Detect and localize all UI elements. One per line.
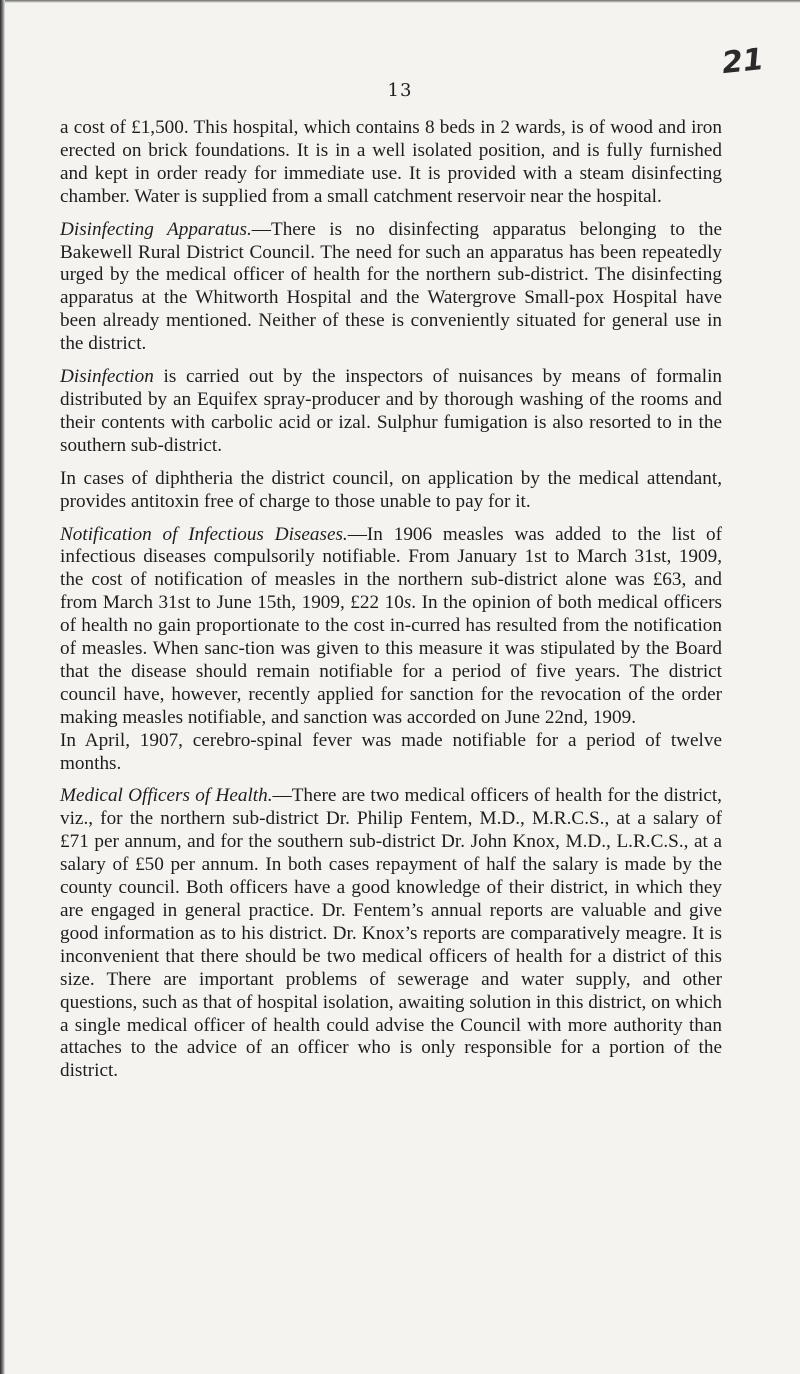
handwritten-page-annotation: 21 <box>720 41 766 82</box>
paragraph-text: —There are two medical officers of health for the district, viz., for the northern sub-district Dr. Philip Fentem, M.D., M.R.C.S., at a salary of £71 per annum, and for the southern sub-district Dr. John Knox, M.D., L.R.C.S., at a salary of £50 per annum. In both cases repayment of half the salary is made by the county council. Both officers have a good knowledge of their district, in which they are engaged in general practice. Dr. Fentem’s annual reports are valuable and give good information as to his district. Dr. Knox’s reports are comparatively meagre. It is inconvenient that there should be two medical officers of health for a district of this size. There are important problems of sewerage and water supply, and other questions, such as that of hospital isolation, awaiting solution in this district, on which a single medical officer of health could advise the Council with more authority than attaches to the advice of an officer who is only responsible for a portion of the district. <box>60 785 722 1082</box>
section-heading-disinfection: Disinfection <box>60 366 154 388</box>
page-top-edge <box>0 0 800 3</box>
page-binding-edge <box>0 0 5 1374</box>
paragraph-text: —There is no disinfecting apparatus belonging to the Bakewell Rural District Council. The need for such an apparatus has been repeatedly urged by the medical officer of health for the northern sub-district. The disinfecting apparatus at the Whitworth Hospital and the Watergrove Small-pox Hospital have been already mentioned. Neither of these is conveniently situated for general use in the district. <box>60 218 722 355</box>
section-heading-notification: Notification of Infectious Diseases. <box>60 523 348 545</box>
section-heading-medical-officers: Medical Officers of Health. <box>60 785 273 807</box>
page-number: 13 <box>387 80 413 101</box>
shilling-unit: s <box>403 592 412 614</box>
paragraph-text: is carried out by the inspectors of nuisances by means of formalin distributed by an Equifex spray-producer and by thorough washing of the rooms and their contents with carbolic acid or izal. Sulphur fumigation is also resorted to in the southern sub-district. <box>60 366 722 456</box>
paragraph-disinfection <box>60 366 722 458</box>
paragraph-diphtheria <box>60 468 722 514</box>
section-heading-disinfecting-apparatus: Disinfecting Apparatus. <box>60 218 252 240</box>
paragraph-text: In April, 1907, cerebro-spinal fever was made notifiable for a period of twelve months. <box>60 729 722 774</box>
paragraph-notification <box>60 524 722 730</box>
paragraph-disinfecting-apparatus <box>60 219 722 356</box>
paragraph-text: —In 1906 measles was added to the list of infectious diseases compulsorily notifiable. From January 1st to March 31st, 1909, the cost of notification of measles in the northern sub-district alone was £63, and from March 31st to June 15th, 1909, £22 10 <box>60 523 723 614</box>
paragraph-text: a cost of £1,500. This hospital, which contains 8 beds in 2 wards, is of wood and iron erected on brick foundations. It is in a well isolated position, and is fully furnished and kept in order ready for immediate use. It is provided with a steam disinfecting chamber. Water is supplied from a small catchment reservoir near the hospital. <box>60 117 722 207</box>
paragraph-cerebro-spinal <box>60 730 722 776</box>
paragraph-text: In cases of diphtheria the district council, on application by the medical attendant, provides antitoxin free of charge to those unable to pay for it. <box>60 467 722 512</box>
paragraph-medical-officers <box>60 785 722 1083</box>
paragraph-hospital-cost <box>60 117 722 209</box>
paragraph-text-continued: . In the opinion of both medical officers of health no gain proportionate to the cost in-curred has resulted from the notification of measles. When sanc-tion was given to this measure it was stipulated by the Board that the disease should remain notifiable for a period of five years. The district council have, however, recently applied for sanction for the revocation of the order making measles notifiable, and sanction was accorded on June 22nd, 1909. <box>60 592 722 728</box>
report-body <box>60 117 722 1093</box>
